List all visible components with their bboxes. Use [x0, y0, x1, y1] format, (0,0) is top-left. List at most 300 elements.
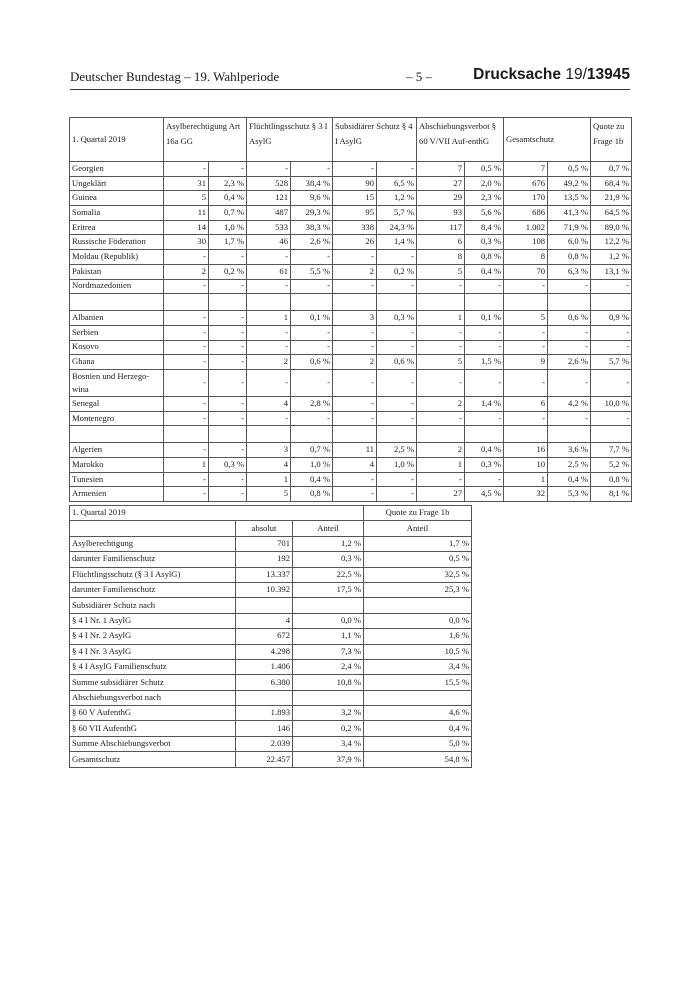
table-row [70, 340, 632, 355]
value-cell: 2,8 % [291, 396, 333, 411]
summary-row [70, 644, 472, 659]
summary-label-cell: darunter Familienschutz [70, 552, 236, 567]
value-cell: 2 [333, 355, 377, 370]
summary-label-cell: § 4 I Nr. 2 AsylG [70, 629, 236, 644]
country-cell: Armenien [70, 487, 164, 502]
value-cell: 170 [504, 191, 548, 206]
header-abschiebungsverbot: Abschiebungsverbot § 60 V/VII Auf-enthG [417, 118, 504, 162]
summary-anteil-cell: 10,8 % [293, 675, 364, 690]
value-cell: - [377, 411, 417, 426]
value-cell: 2,3 % [209, 176, 247, 191]
value-cell: 93 [417, 206, 465, 221]
value-cell: - [209, 487, 247, 502]
summary-row [70, 598, 472, 613]
value-cell: - [164, 411, 209, 426]
value-cell: 1,4 % [377, 235, 417, 250]
summary-anteil-cell: 37,9 % [293, 752, 364, 767]
value-cell: 0,7 % [591, 162, 632, 177]
value-cell: - [377, 396, 417, 411]
value-cell: 2 [247, 355, 291, 370]
value-cell: - [164, 250, 209, 265]
table-row [70, 206, 632, 221]
summary-absolut-cell: 1.893 [236, 706, 293, 721]
value-cell: - [247, 279, 291, 294]
value-cell: 11 [164, 206, 209, 221]
summary-absolut-cell [236, 598, 293, 613]
value-cell: 1,5 % [465, 355, 504, 370]
value-cell: - [247, 325, 291, 340]
value-cell: - [417, 340, 465, 355]
doc-num: 13945 [586, 66, 630, 83]
summary-anteil-cell: 0,3 % [293, 552, 364, 567]
summary-anteil-cell: 22,5 % [293, 567, 364, 582]
value-cell: 5,7 % [377, 206, 417, 221]
summary-row [70, 582, 472, 597]
summary-anteil-cell: 17,5 % [293, 582, 364, 597]
value-cell: - [377, 279, 417, 294]
summary-quote-cell: 1,6 % [364, 629, 472, 644]
value-cell: 1,0 % [291, 458, 333, 473]
value-cell: 338 [333, 220, 377, 235]
value-cell: - [504, 325, 548, 340]
value-cell: 8 [504, 250, 548, 265]
value-cell: 6,5 % [377, 176, 417, 191]
summary-anteil-cell [293, 598, 364, 613]
value-cell: 0,9 % [591, 311, 632, 326]
value-cell: 61 [247, 264, 291, 279]
summary-quote-cell: 0,5 % [364, 552, 472, 567]
country-cell: Ghana [70, 355, 164, 370]
header-period: 1. Quartal 2019 [70, 118, 164, 162]
value-cell: 0,2 % [209, 264, 247, 279]
summary-period: 1. Quartal 2019 [70, 506, 364, 521]
summary-label-cell: § 4 I Nr. 3 AsylG [70, 644, 236, 659]
value-cell: - [247, 369, 291, 396]
value-cell: 4,5 % [465, 487, 504, 502]
value-cell: 8 [417, 250, 465, 265]
value-cell: 0,4 % [465, 443, 504, 458]
value-cell: - [164, 311, 209, 326]
country-cell: Serbien [70, 325, 164, 340]
value-cell: 1,0 % [209, 220, 247, 235]
value-cell: 1,0 % [377, 458, 417, 473]
summary-row [70, 613, 472, 628]
value-cell: - [164, 443, 209, 458]
value-cell: 4 [247, 458, 291, 473]
summary-absolut-cell: 2.039 [236, 736, 293, 751]
summary-label-cell: Subsidiärer Schutz nach [70, 598, 236, 613]
value-cell: - [291, 250, 333, 265]
value-cell: 2,5 % [548, 458, 591, 473]
publication-title: Deutscher Bundestag – 19. Wahlperiode [70, 69, 280, 84]
summary-label-cell: § 60 VII AufenthG [70, 721, 236, 736]
value-cell: 13,5 % [548, 191, 591, 206]
header-fluechtlingsschutz: Flüchtlingsschutz § 3 I AsylG [247, 118, 333, 162]
value-cell: 5 [417, 355, 465, 370]
table-row [70, 325, 632, 340]
value-cell: 2 [417, 443, 465, 458]
value-cell: 2 [333, 264, 377, 279]
country-cell: Albanien [70, 311, 164, 326]
value-cell: - [504, 279, 548, 294]
value-cell: 1 [504, 472, 548, 487]
value-cell: 676 [504, 176, 548, 191]
summary-absolut-cell [236, 690, 293, 705]
value-cell: - [377, 162, 417, 177]
value-cell: 27 [417, 176, 465, 191]
value-cell: 5 [417, 264, 465, 279]
value-cell: - [377, 250, 417, 265]
country-cell: Somalia [70, 206, 164, 221]
summary-absolut-cell: 10.392 [236, 582, 293, 597]
table-row [70, 250, 632, 265]
value-cell: 30 [164, 235, 209, 250]
summary-absolut-cell: 4.298 [236, 644, 293, 659]
header-gesamtschutz: Gesamtschutz [504, 118, 591, 162]
table-row [70, 369, 632, 396]
table-row [70, 264, 632, 279]
country-cell: Tunesien [70, 472, 164, 487]
value-cell: 0,8 % [465, 250, 504, 265]
value-cell: 5 [247, 487, 291, 502]
value-cell: 5,7 % [591, 355, 632, 370]
value-cell: 1.002 [504, 220, 548, 235]
value-cell: 4,2 % [548, 396, 591, 411]
value-cell: 38,3 % [291, 220, 333, 235]
value-cell: - [333, 250, 377, 265]
value-cell: 4 [333, 458, 377, 473]
country-cell: Eritrea [70, 220, 164, 235]
value-cell: 1 [417, 458, 465, 473]
table-row [70, 279, 632, 294]
value-cell: 3,6 % [548, 443, 591, 458]
value-cell: - [247, 411, 291, 426]
value-cell: - [291, 279, 333, 294]
country-cell: Russische Föderation [70, 235, 164, 250]
value-cell: - [333, 487, 377, 502]
value-cell: - [465, 411, 504, 426]
table-row [70, 191, 632, 206]
value-cell: - [164, 487, 209, 502]
header-quote: Quote zu Frage 1b [591, 118, 632, 162]
value-cell: 0,3 % [209, 458, 247, 473]
summary-label-cell: § 4 I AsylG Familienschutz [70, 659, 236, 674]
summary-header-anteil: Anteil [293, 521, 364, 536]
value-cell: 3 [333, 311, 377, 326]
value-cell: 46 [247, 235, 291, 250]
value-cell: 1,2 % [377, 191, 417, 206]
value-cell: - [209, 162, 247, 177]
value-cell: - [333, 411, 377, 426]
value-cell: 0,5 % [548, 162, 591, 177]
country-cell: Bosnien und Herzego-wina [70, 369, 164, 396]
value-cell: 0,1 % [465, 311, 504, 326]
summary-anteil-cell: 0,2 % [293, 721, 364, 736]
summary-row [70, 752, 472, 767]
summary-quote-cell: 1,7 % [364, 536, 472, 551]
table-row [70, 487, 632, 502]
value-cell: - [164, 369, 209, 396]
value-cell: 11 [333, 443, 377, 458]
doc-num-prefix: 19/ [565, 66, 587, 83]
value-cell: - [465, 472, 504, 487]
summary-label-cell: § 60 V AufenthG [70, 706, 236, 721]
value-cell: 2 [164, 264, 209, 279]
value-cell: - [591, 411, 632, 426]
value-cell: - [209, 369, 247, 396]
document-number [473, 66, 630, 84]
value-cell: 0,3 % [465, 235, 504, 250]
value-cell: 117 [417, 220, 465, 235]
summary-absolut-cell: 1.406 [236, 659, 293, 674]
summary-absolut-cell: 22.457 [236, 752, 293, 767]
value-cell: 0,4 % [209, 191, 247, 206]
summary-row [70, 706, 472, 721]
value-cell: 10,0 % [591, 396, 632, 411]
value-cell: - [377, 325, 417, 340]
value-cell: 14 [164, 220, 209, 235]
value-cell: 71,9 % [548, 220, 591, 235]
summary-table-body [70, 506, 472, 768]
value-cell: 64,5 % [591, 206, 632, 221]
value-cell: 0,1 % [291, 311, 333, 326]
summary-label-cell: Flüchtlingsschutz (§ 3 I AsylG) [70, 567, 236, 582]
summary-quote-cell [364, 598, 472, 613]
table-row [70, 162, 632, 177]
value-cell: 121 [247, 191, 291, 206]
value-cell: - [209, 472, 247, 487]
value-cell: - [591, 325, 632, 340]
value-cell: 90 [333, 176, 377, 191]
value-cell: - [247, 250, 291, 265]
summary-quote-cell [364, 690, 472, 705]
value-cell: - [209, 411, 247, 426]
summary-header-quote: Quote zu Frage 1b [364, 506, 472, 521]
summary-absolut-cell: 4 [236, 613, 293, 628]
summary-row [70, 536, 472, 551]
value-cell: 1 [247, 472, 291, 487]
value-cell: 41,3 % [548, 206, 591, 221]
value-cell: - [209, 279, 247, 294]
value-cell: 0,7 % [291, 443, 333, 458]
summary-quote-cell: 0,4 % [364, 721, 472, 736]
value-cell: 1 [164, 458, 209, 473]
value-cell: - [209, 250, 247, 265]
value-cell: 3 [247, 443, 291, 458]
value-cell: 533 [247, 220, 291, 235]
value-cell: 7,7 % [591, 443, 632, 458]
value-cell: 1,2 % [591, 250, 632, 265]
value-cell: - [164, 340, 209, 355]
table-row [70, 176, 632, 191]
value-cell: 31 [164, 176, 209, 191]
summary-anteil-cell: 1,2 % [293, 536, 364, 551]
value-cell: - [417, 369, 465, 396]
value-cell: - [377, 487, 417, 502]
value-cell: 7 [417, 162, 465, 177]
value-cell: - [548, 369, 591, 396]
summary-label-cell: § 4 I Nr. 1 AsylG [70, 613, 236, 628]
value-cell: - [465, 340, 504, 355]
value-cell: 49,2 % [548, 176, 591, 191]
value-cell: 528 [247, 176, 291, 191]
value-cell: 8,1 % [591, 487, 632, 502]
separator-row [70, 294, 632, 311]
value-cell: - [417, 411, 465, 426]
value-cell: - [417, 325, 465, 340]
value-cell: 5 [164, 191, 209, 206]
value-cell: 4 [247, 396, 291, 411]
summary-quote-cell: 0,0 % [364, 613, 472, 628]
value-cell: - [164, 325, 209, 340]
value-cell: - [247, 162, 291, 177]
value-cell: 5,3 % [548, 487, 591, 502]
value-cell: 89,0 % [591, 220, 632, 235]
value-cell: - [465, 325, 504, 340]
value-cell: - [291, 162, 333, 177]
country-table-body [70, 118, 632, 502]
value-cell: 2,3 % [465, 191, 504, 206]
doc-label: Drucksache [473, 66, 562, 83]
summary-label-cell: Summe subsidiärer Schutz [70, 675, 236, 690]
summary-absolut-cell: 146 [236, 721, 293, 736]
summary-anteil-cell [293, 690, 364, 705]
header-subsidiaerer-schutz: Subsidiärer Schutz § 4 I AsylG [333, 118, 417, 162]
page-number: – 5 – [406, 69, 432, 84]
summary-anteil-cell: 2,4 % [293, 659, 364, 674]
value-cell: 9,6 % [291, 191, 333, 206]
summary-quote-cell: 15,5 % [364, 675, 472, 690]
value-cell: 1 [247, 311, 291, 326]
value-cell: - [291, 369, 333, 396]
value-cell: - [333, 369, 377, 396]
summary-label-cell: Summe Abschiebungsverbot [70, 736, 236, 751]
value-cell: 16 [504, 443, 548, 458]
value-cell: 1,4 % [465, 396, 504, 411]
value-cell: 1,7 % [209, 235, 247, 250]
summary-absolut-cell: 672 [236, 629, 293, 644]
value-cell: - [333, 325, 377, 340]
value-cell: 38,4 % [291, 176, 333, 191]
value-cell: 2,5 % [377, 443, 417, 458]
summary-label-cell: Gesamtschutz [70, 752, 236, 767]
summary-row [70, 736, 472, 751]
summary-anteil-cell: 1,1 % [293, 629, 364, 644]
value-cell: - [465, 369, 504, 396]
value-cell: - [164, 396, 209, 411]
value-cell: - [548, 325, 591, 340]
value-cell: 0,3 % [377, 311, 417, 326]
value-cell: 0,6 % [291, 355, 333, 370]
summary-absolut-cell: 192 [236, 552, 293, 567]
value-cell: 0,3 % [465, 458, 504, 473]
summary-label-cell: Abschiebungsverbot nach [70, 690, 236, 705]
table-row [70, 411, 632, 426]
summary-row [70, 721, 472, 736]
value-cell: 0,4 % [291, 472, 333, 487]
country-cell: Senegal [70, 396, 164, 411]
table-row [70, 355, 632, 370]
value-cell: - [164, 355, 209, 370]
value-cell: - [209, 396, 247, 411]
value-cell: 108 [504, 235, 548, 250]
value-cell: - [209, 325, 247, 340]
value-cell: 6,3 % [548, 264, 591, 279]
value-cell: 0,8 % [291, 487, 333, 502]
summary-absolut-cell: 13.337 [236, 567, 293, 582]
country-cell: Algerien [70, 443, 164, 458]
page-header [70, 66, 630, 90]
value-cell: - [591, 369, 632, 396]
value-cell: 13,1 % [591, 264, 632, 279]
value-cell: 29,3 % [291, 206, 333, 221]
summary-table [69, 505, 472, 768]
value-cell: 0,6 % [377, 355, 417, 370]
country-cell: Montenegro [70, 411, 164, 426]
value-cell: 1 [417, 311, 465, 326]
summary-absolut-cell: 701 [236, 536, 293, 551]
value-cell: - [333, 162, 377, 177]
value-cell: 68,4 % [591, 176, 632, 191]
value-cell: - [548, 411, 591, 426]
value-cell: - [417, 279, 465, 294]
value-cell: - [377, 369, 417, 396]
summary-header-row [70, 506, 472, 521]
value-cell: - [291, 340, 333, 355]
value-cell: - [591, 340, 632, 355]
value-cell: 0,2 % [377, 264, 417, 279]
summary-label-cell: Asylberechtigung [70, 536, 236, 551]
value-cell: 0,6 % [548, 311, 591, 326]
header-asylberechtigung: Asylberechtigung Art 16a GG [164, 118, 247, 162]
value-cell: - [164, 162, 209, 177]
value-cell: - [333, 396, 377, 411]
summary-anteil-cell: 0,0 % [293, 613, 364, 628]
value-cell: 10 [504, 458, 548, 473]
value-cell: - [247, 340, 291, 355]
value-cell: - [209, 355, 247, 370]
value-cell: 0,8 % [591, 472, 632, 487]
summary-row [70, 552, 472, 567]
country-cell: Guinea [70, 191, 164, 206]
value-cell: - [291, 325, 333, 340]
value-cell: - [504, 340, 548, 355]
summary-row [70, 629, 472, 644]
country-cell: Marokko [70, 458, 164, 473]
value-cell: 95 [333, 206, 377, 221]
value-cell: - [377, 472, 417, 487]
value-cell: - [377, 340, 417, 355]
summary-label-cell: darunter Familienschutz [70, 582, 236, 597]
value-cell: 2,6 % [548, 355, 591, 370]
summary-quote-cell: 54,8 % [364, 752, 472, 767]
value-cell: - [591, 279, 632, 294]
value-cell: 7 [504, 162, 548, 177]
value-cell: 5,2 % [591, 458, 632, 473]
value-cell: 5,6 % [465, 206, 504, 221]
value-cell: 2,6 % [291, 235, 333, 250]
value-cell: 6,0 % [548, 235, 591, 250]
value-cell: 6 [417, 235, 465, 250]
summary-header-anteil-quote: Anteil [364, 521, 472, 536]
value-cell: 2 [417, 396, 465, 411]
country-cell: Kosovo [70, 340, 164, 355]
value-cell: - [333, 340, 377, 355]
summary-quote-cell: 5,0 % [364, 736, 472, 751]
value-cell: - [417, 472, 465, 487]
summary-header-absolut: absolut [236, 521, 293, 536]
value-cell: 21,9 % [591, 191, 632, 206]
